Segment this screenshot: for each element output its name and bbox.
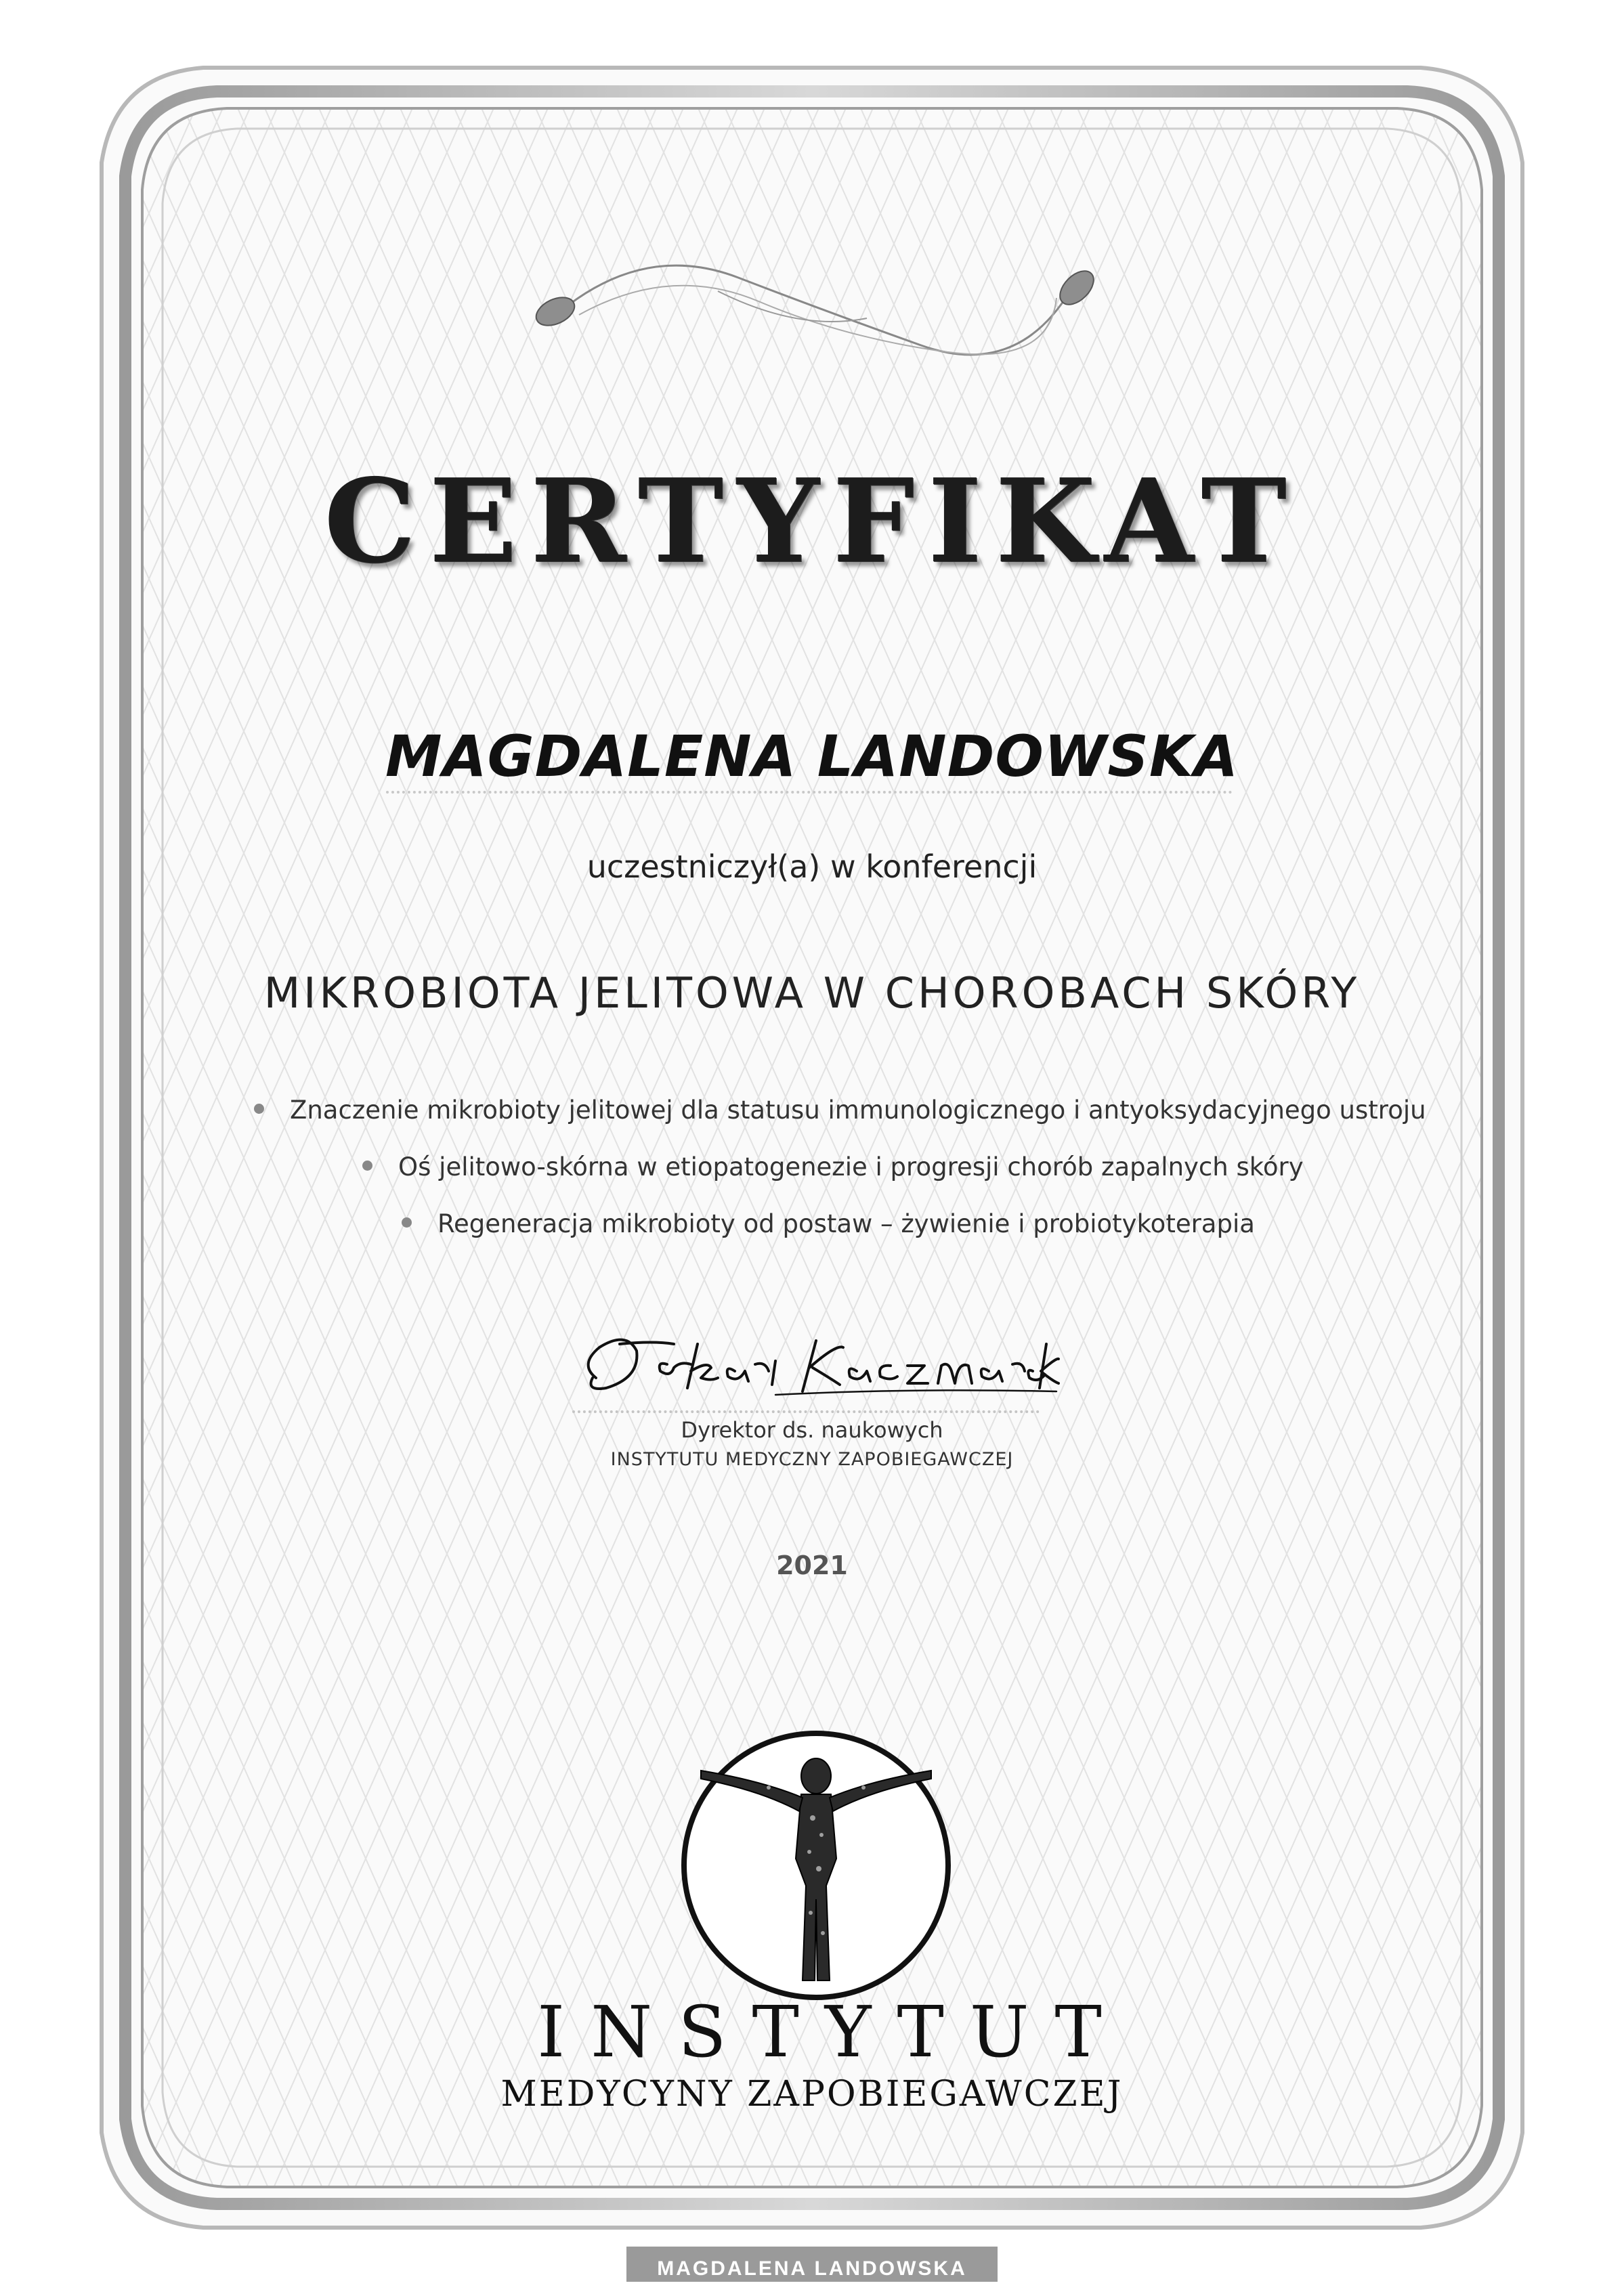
topic-item: [362, 1152, 1304, 1193]
bullet-icon: [402, 1217, 412, 1228]
signature-dotted-line: [572, 1410, 1040, 1413]
topic-item: [254, 1096, 1426, 1136]
institute-name-line1: INSTYTUT: [537, 1991, 1128, 2073]
name-dotted-line: [386, 791, 1233, 794]
conference-title: MIKROBIOTA JELITOWA W CHOROBACH SKÓRY: [263, 968, 1361, 1018]
institute-name-line2: MEDYCYNY ZAPOBIEGAWCZEJ: [500, 2074, 1124, 2115]
topic-text: Znaczenie mikrobioty jelitowej dla statusu immunologicznego i antyoksydacyjnego ustroju: [290, 1096, 1426, 1125]
topic-text: Oś jelitowo-skórna w etiopatogenezie i progresji chorób zapalnych skóry: [398, 1152, 1304, 1182]
recipient-name: MAGDALENA LANDOWSKA: [385, 723, 1239, 789]
handwritten-signature: [572, 1324, 1060, 1412]
certificate-year: 2021: [776, 1551, 848, 1580]
bacteria-illustration: [515, 251, 1111, 386]
topic-item: [402, 1209, 1255, 1250]
topic-text: Regeneracja mikrobioty od postaw – żywienie i probiotykoterapia: [437, 1209, 1255, 1238]
vitruvian-man-logo: [674, 1723, 958, 2008]
participation-text: uczestniczył(a) w konferencji: [586, 848, 1038, 885]
certificate-title: CERTYFIKAT: [324, 454, 1300, 589]
bullet-icon: [362, 1161, 372, 1171]
signatory-institution: INSTYTUTU MEDYCZNY ZAPOBIEGAWCZEJ: [610, 1449, 1014, 1470]
bullet-icon: [254, 1104, 264, 1114]
footer-watermark: MAGDALENA LANDOWSKA: [657, 2257, 967, 2280]
signatory-role: Dyrektor ds. naukowych: [681, 1417, 943, 1443]
